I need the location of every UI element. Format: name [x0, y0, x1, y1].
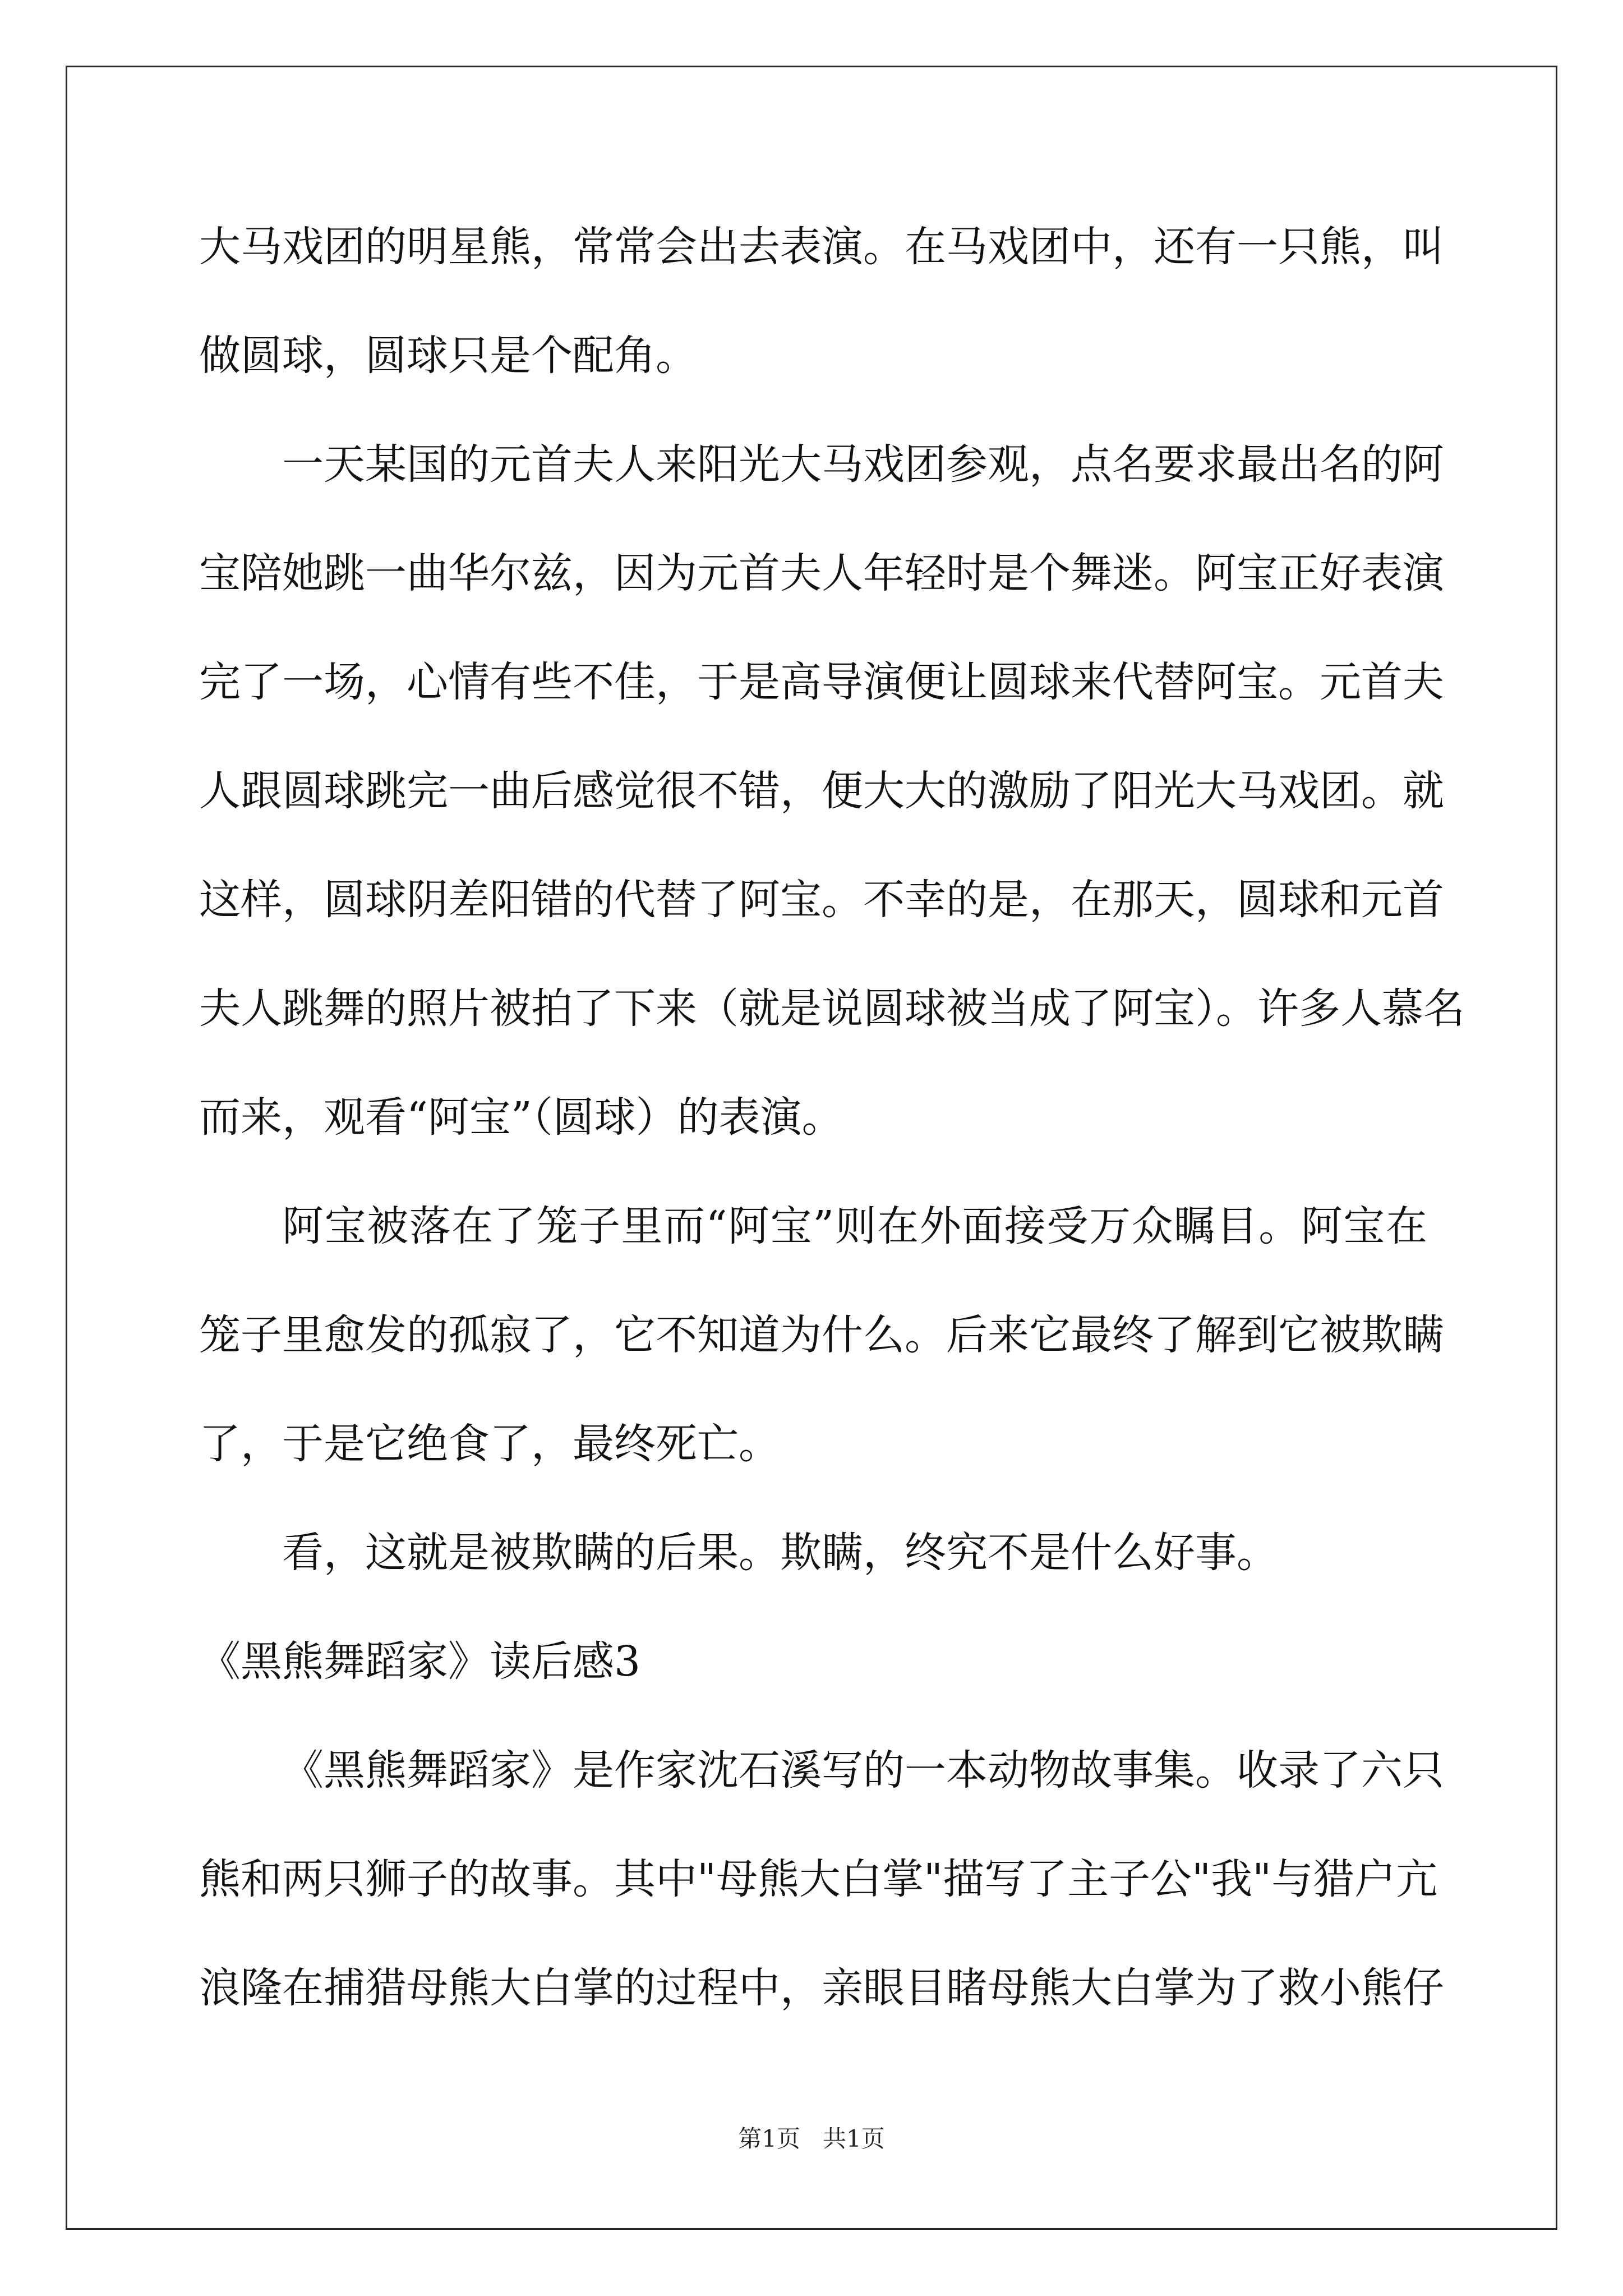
- paragraph-first-line: 看，这就是被欺瞒的后果。欺瞒，终究不是什么好事。: [282, 1529, 1278, 1577]
- document-body: [199, 219, 1465, 2069]
- text-line: 而来，观看“阿宝”（圆球）的表演。: [199, 1093, 843, 1142]
- text-line: 夫人跳舞的照片被拍了下来（就是说圆球被当成了阿宝）。许多人慕名: [199, 984, 1465, 1033]
- text-line: 这样，圆球阴差阳错的代替了阿宝。不幸的是，在那天，圆球和元首: [199, 876, 1444, 924]
- paragraph-first-line: 《黑熊舞蹈家》是作家沈石溪写的一本动物故事集。收录了六只: [282, 1746, 1444, 1795]
- page-total: 共1页: [823, 2125, 885, 2152]
- text-line: 了，于是它绝食了，最终死亡。: [199, 1420, 780, 1468]
- text-line: 浪隆在捕猎母熊大白掌的过程中，亲眼目睹母熊大白掌为了救小熊仔: [199, 1964, 1444, 2012]
- paragraph-first-line: 阿宝被落在了笼子里而“阿宝”则在外面接受万众瞩目。阿宝在: [282, 1202, 1427, 1250]
- paragraph-first-line: 一天某国的元首夫人来阳光大马戏团参观，点名要求最出名的阿: [282, 440, 1444, 489]
- page-footer: [0, 2125, 1623, 2153]
- page-number: 第1页: [738, 2125, 800, 2152]
- text-line: 人跟圆球跳完一曲后感觉很不错，便大大的激励了阳光大马戏团。就: [199, 767, 1444, 815]
- text-line: 做圆球，圆球只是个配角。: [199, 332, 697, 380]
- text-line: 完了一场，心情有些不佳，于是高导演便让圆球来代替阿宝。元首夫: [199, 658, 1444, 706]
- text-line: 宝陪她跳一曲华尔兹，因为元首夫人年轻时是个舞迷。阿宝正好表演: [199, 549, 1444, 597]
- text-line: 笼子里愈发的孤寂了，它不知道为什么。后来它最终了解到它被欺瞒: [199, 1311, 1444, 1359]
- section-heading: 《黑熊舞蹈家》读后感3: [199, 1637, 641, 1686]
- text-line: 熊和两只狮子的故事。其中"母熊大白掌"描写了主子公"我"与猎户亢: [199, 1855, 1438, 1903]
- text-line: 大马戏团的明星熊，常常会出去表演。在马戏团中，还有一只熊，叫: [199, 223, 1444, 271]
